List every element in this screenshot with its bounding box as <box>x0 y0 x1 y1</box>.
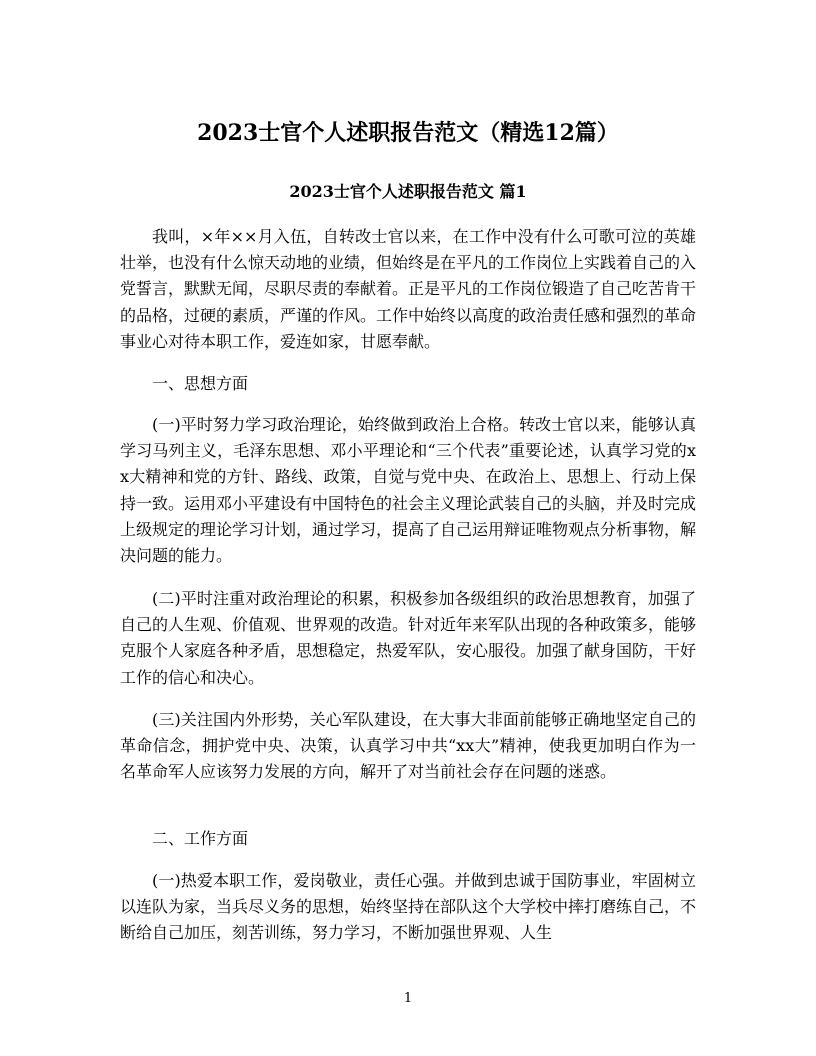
paragraph-thought-2: (二)平时注重对政治理论的积累，积极参加各级组织的政治思想教育，加强了自己的人生观、价值观、世界观的改造。针对近年来军队出现的各种政策多，能够克服个人家庭各种矛盾，思想稳定，热爱军队，安心服役。加强了献身国防，干好工作的信心和决心。 <box>120 589 697 687</box>
page-number: 1 <box>403 991 413 1006</box>
heading-work: 二、工作方面 <box>152 829 249 848</box>
section-title: 2023士官个人述职报告范文 篇1 <box>289 182 527 201</box>
paragraph-intro: 我叫，×年××月入伍，自转改士官以来，在工作中没有什么可歌可泣的英雄壮举，也没有什么惊天动地的业绩，但始终是在平凡的工作岗位上实践着自己的入党誓言，默默无闻，尽职尽责的奉献着。正是平凡的工作岗位锻造了自己吃苦肯干的品格，过硬的素质，严谨的作风。工作中始终以高度的政治责任感和强烈的革命事业心对待本职工作，爱连如家，甘愿奉献。 <box>120 227 697 351</box>
paragraph-work-1: (一)热爱本职工作，爱岗敬业，责任心强。并做到忠诚于国防事业，牢固树立以连队为家，当兵尽义务的思想，始终坚持在部队这个大学校中摔打磨练自己，不断给自己加压，刻苦训练，努力学习，不断加强世界观、人生 <box>120 871 697 943</box>
heading-thought: 一、思想方面 <box>152 374 249 393</box>
paragraph-thought-1: (一)平时努力学习政治理论，始终做到政治上合格。转改士官以来，能够认真学习马列主义，毛泽东思想、邓小平理论和“三个代表”重要论述，认真学习党的xx大精神和党的方针、路线、政策，自觉与党中央、在政治上、思想上、行动上保持一致。运用邓小平建设有中国特色的社会主义理论武装自己的头脑，并及时完成上级规定的理论学习计划，通过学习，提高了自己运用辩证唯物观点分析事物，解决问题的能力。 <box>120 415 697 566</box>
document-title: 2023士官个人述职报告范文（精选12篇） <box>197 120 619 146</box>
paragraph-thought-3: (三)关注国内外形势，关心军队建设，在大事大非面前能够正确地坚定自己的革命信念，拥护党中央、决策，认真学习中共“xx大”精神，使我更加明白作为一名革命军人应该努力发展的方向，解开了对当前社会存在问题的迷惑。 <box>120 710 696 782</box>
